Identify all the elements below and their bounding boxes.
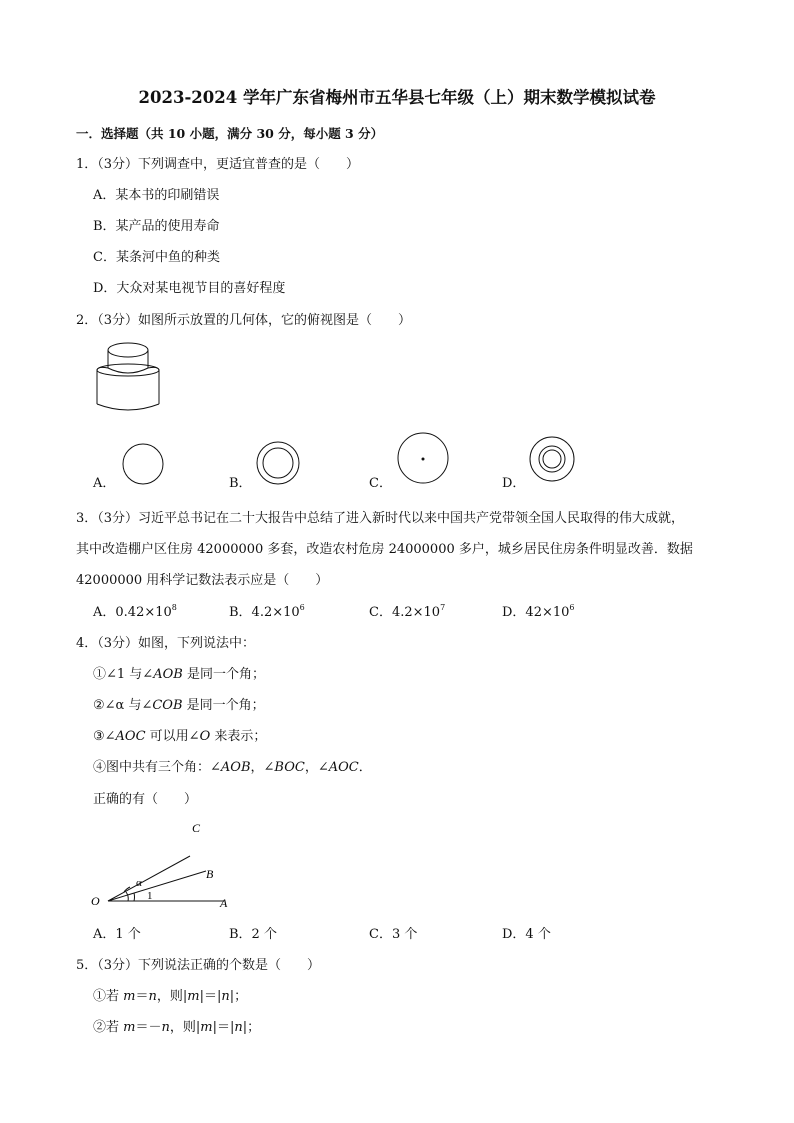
q1-option-c[interactable]: C．某条河中鱼的种类 [93, 250, 220, 265]
q1-option-d[interactable]: D．大众对某电视节目的喜好程度 [93, 281, 286, 296]
question-4-stem: 4．（3分）如图，下列说法中： [76, 636, 256, 651]
q4-statement-3: ③∠AOC 可以用∠O 来表示； [93, 729, 267, 744]
angle-figure [90, 815, 250, 915]
question-5-stem: 5．（3分）下列说法正确的个数是（ ） [76, 958, 321, 973]
q3-option-c[interactable]: C．$4.2\times 10^7$ [369, 603, 446, 620]
q2-option-b-label[interactable]: B． [229, 476, 252, 491]
question-3-line-2: 其中改造棚户区住房 42000000 多套，改造农村危房 24000000 多户，城乡居民住房条件明显改善．数据 [76, 542, 693, 557]
label-a: A [220, 896, 228, 910]
question-3-line-3: 42000000 用科学记数法表示应是（ ） [76, 573, 329, 588]
q3-option-b[interactable]: B．$4.2\times 10^6$ [229, 603, 305, 620]
q5-statement-1: ①若 m＝n，则|m|＝|n|； [93, 989, 248, 1004]
q4-statement-1: ①∠1 与∠AOB 是同一个角； [93, 667, 265, 682]
q4-statement-2: ②∠α 与∠COB 是同一个角； [93, 698, 265, 713]
option-a-circle-figure[interactable] [122, 443, 166, 487]
option-d-triple-ring-figure[interactable] [529, 435, 577, 483]
option-b-concentric-figure[interactable] [256, 441, 300, 485]
label-o: O [91, 894, 100, 908]
q4-question-ask: 正确的有（ ） [93, 792, 198, 807]
option-c-circle-dot-figure[interactable] [396, 431, 450, 485]
q2-option-d-label[interactable]: D． [502, 476, 526, 491]
question-1-stem: 1．（3分）下列调查中，更适宜普查的是（ ） [76, 157, 360, 172]
q4-option-b[interactable]: B．2 个 [229, 927, 277, 942]
q5-statement-2: ②若 m＝－n，则|m|＝|n|； [93, 1020, 261, 1035]
label-alpha: α [136, 877, 142, 889]
q4-option-d[interactable]: D．4 个 [502, 927, 551, 942]
section-heading: 一．选择题（共 10 小题，满分 30 分，每小题 3 分） [76, 126, 384, 141]
q1-option-b[interactable]: B．某产品的使用寿命 [93, 219, 220, 234]
geometric-solid-figure [90, 338, 170, 418]
q4-option-a[interactable]: A．1 个 [93, 927, 141, 942]
q4-statement-4: ④图中共有三个角：∠AOB，∠BOC，∠AOC． [93, 760, 372, 775]
label-one: 1 [147, 890, 153, 902]
q3-option-d[interactable]: D．$42\times 10^6$ [502, 603, 575, 620]
q1-option-a[interactable]: A．某本书的印刷错误 [93, 188, 220, 203]
question-2-stem: 2．（3分）如图所示放置的几何体，它的俯视图是（ ） [76, 313, 412, 328]
label-b: B [206, 867, 214, 881]
q3-option-a[interactable]: A．$0.42\times 10^8$ [93, 603, 177, 620]
label-c: C [192, 821, 201, 835]
page-title: 2023-2024 学年广东省梅州市五华县七年级（上）期末数学模拟试卷 [138, 88, 656, 107]
q2-option-c-label[interactable]: C． [369, 476, 392, 491]
q4-option-c[interactable]: C．3 个 [369, 927, 418, 942]
question-3-line-1: 3．（3分）习近平总书记在二十大报告中总结了进入新时代以来中国共产党带领全国人民取得的伟大成就， [76, 511, 685, 526]
q2-option-a-label[interactable]: A． [93, 476, 116, 491]
